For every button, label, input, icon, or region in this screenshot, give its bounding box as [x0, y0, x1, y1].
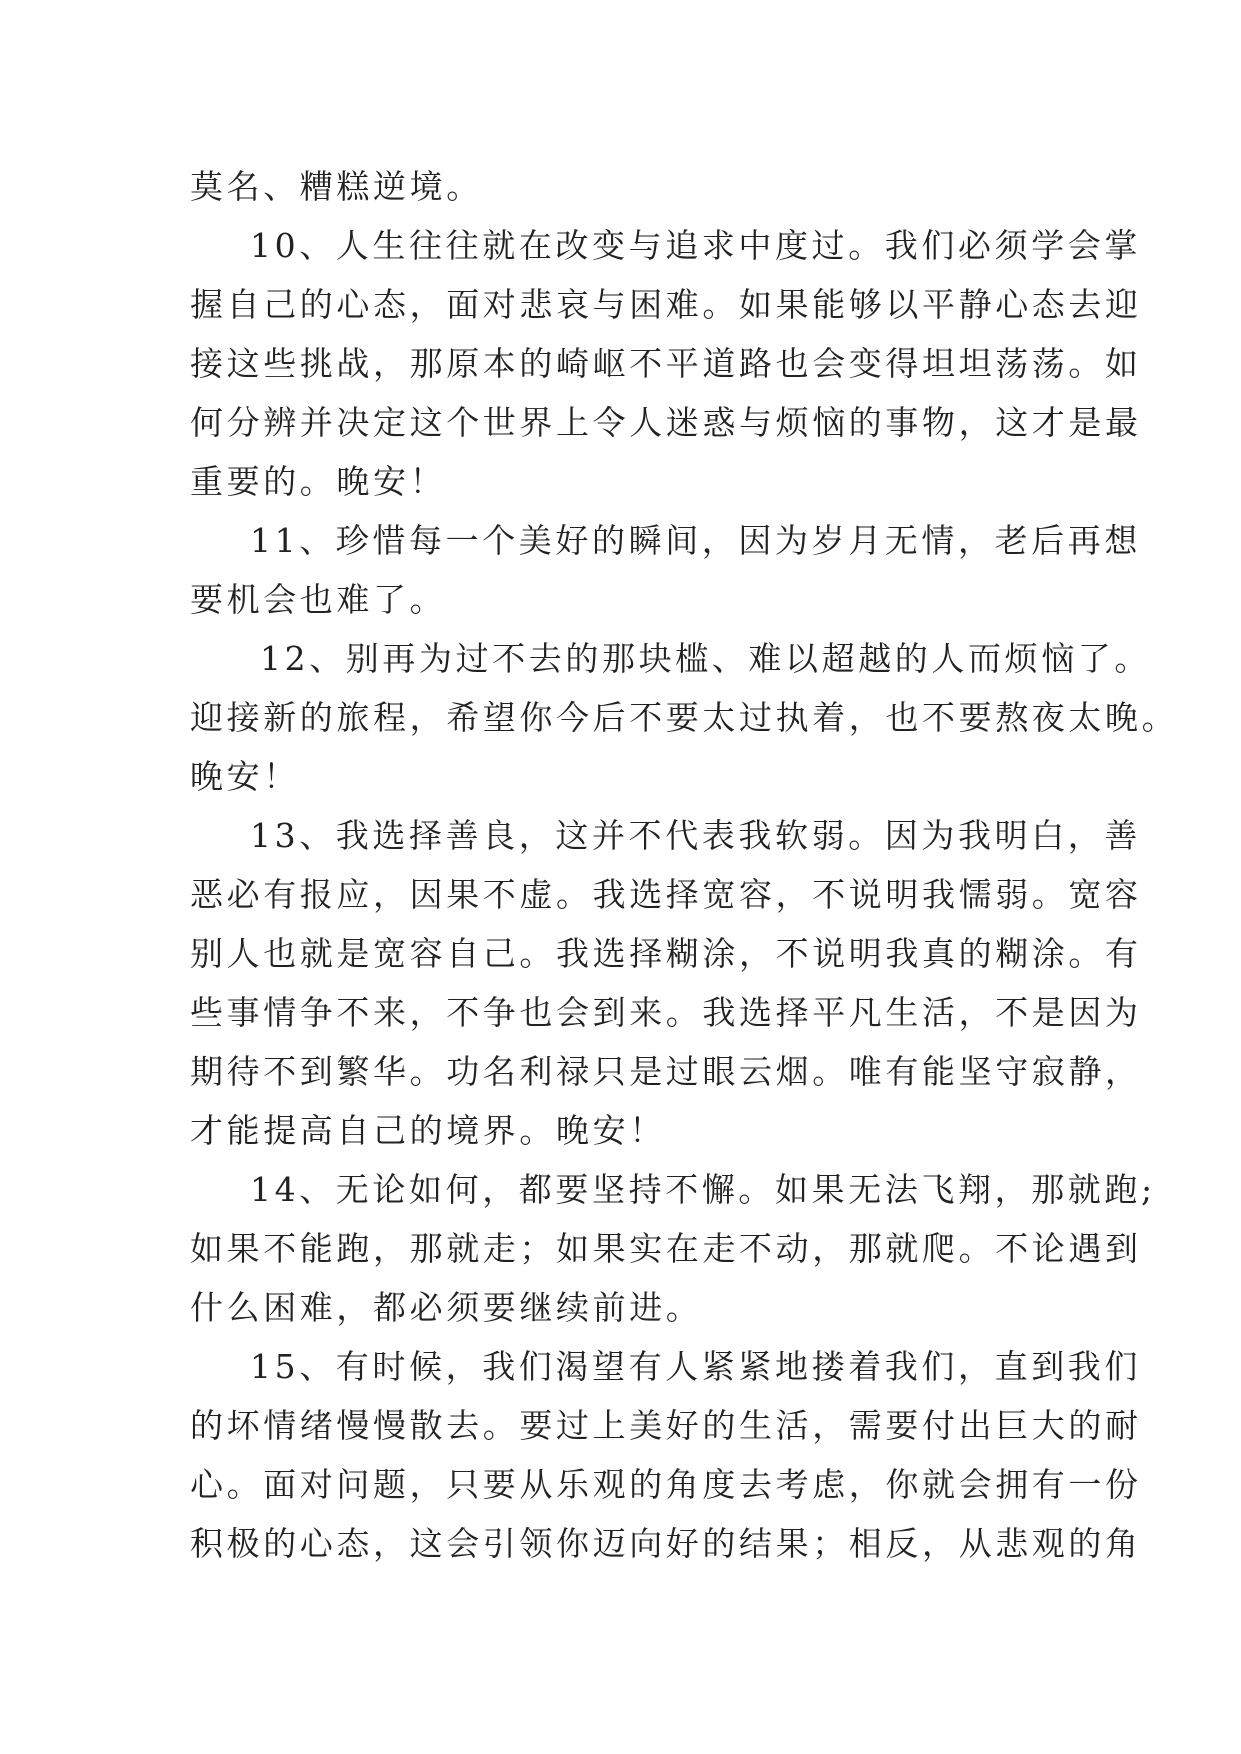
text-line: 莫名、糟糕逆境。 [190, 167, 483, 206]
text-line: 期待不到繁华。功名利禄只是过眼云烟。唯有能坚守寂静， [190, 1052, 1142, 1091]
text-line: 的坏情绪慢慢散去。要过上美好的生活，需要付出巨大的耐 [190, 1406, 1142, 1445]
paragraph-12 [190, 629, 1179, 806]
text-line: 积极的心态，这会引领你迈向好的结果；相反，从悲观的角 [190, 1524, 1142, 1563]
text-line: 14、无论如何，都要坚持不懈。如果无法飞翔，那就跑; [250, 1170, 1156, 1209]
paragraph-15 [190, 1337, 1142, 1573]
text-line: 重要的。晚安！ [190, 462, 447, 501]
text-line: 如果不能跑，那就走；如果实在走不动，那就爬。不论遇到 [190, 1229, 1142, 1268]
text-line: 别人也就是宽容自己。我选择糊涂，不说明我真的糊涂。有 [190, 934, 1142, 973]
paragraph-13 [190, 806, 1142, 1160]
text-line: 恶必有报应，因果不虚。我选择宽容，不说明我懦弱。宽容 [190, 875, 1142, 914]
text-line: 迎接新的旅程，希望你今后不要太过执着，也不要熬夜太晚。 [190, 698, 1179, 737]
text-line: 15、有时候，我们渴望有人紧紧地搂着我们，直到我们 [250, 1347, 1141, 1386]
text-line: 13、我选择善良，这并不代表我软弱。因为我明白，善 [250, 816, 1141, 855]
document-body [190, 157, 1179, 1573]
text-line: 心。面对问题，只要从乐观的角度去考虑，你就会拥有一份 [190, 1465, 1142, 1504]
text-line: 接这些挑战，那原本的崎岖不平道路也会变得坦坦荡荡。如 [190, 344, 1142, 383]
text-line: 要机会也难了。 [190, 580, 447, 619]
text-line: 何分辨并决定这个世界上令人迷惑与烦恼的事物，这才是最 [190, 403, 1142, 442]
text-line: 12、别再为过不去的那块槛、难以超越的人而烦恼了。 [260, 639, 1151, 678]
text-line: 10、人生往往就在改变与追求中度过。我们必须学会掌 [250, 226, 1141, 265]
text-line: 晚安！ [190, 757, 300, 796]
text-line: 握自己的心态，面对悲哀与困难。如果能够以平静心态去迎 [190, 285, 1142, 324]
paragraph-14 [190, 1160, 1156, 1337]
text-line: 些事情争不来，不争也会到来。我选择平凡生活，不是因为 [190, 993, 1142, 1032]
text-line: 11、珍惜每一个美好的瞬间，因为岁月无情，老后再想 [250, 521, 1141, 560]
paragraph-9-tail [190, 157, 1050, 216]
text-line: 什么困难，都必须要继续前进。 [190, 1288, 703, 1327]
paragraph-10 [190, 216, 1142, 511]
paragraph-11 [190, 511, 1141, 629]
text-line: 才能提高自己的境界。晚安！ [190, 1111, 666, 1150]
